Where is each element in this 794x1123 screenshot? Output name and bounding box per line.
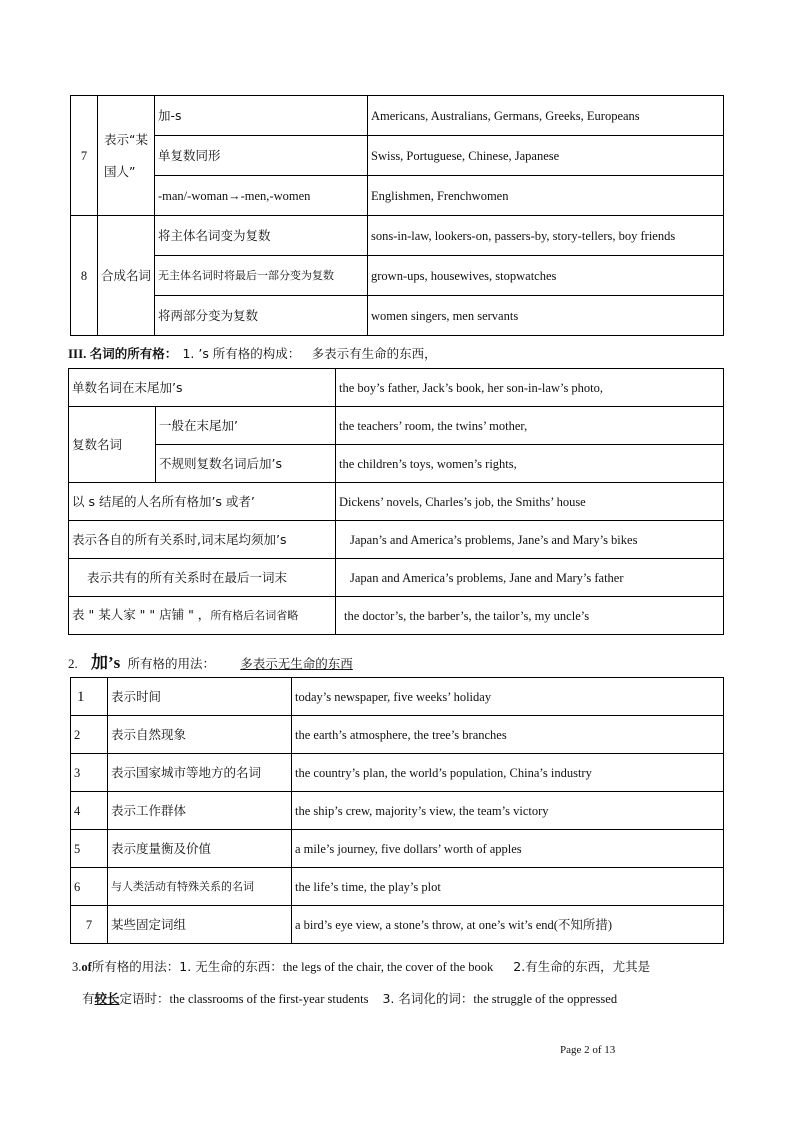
examples-cell: sons-in-law, lookers-on, passers-by, story-tellers, boy friends xyxy=(368,216,724,256)
rule-note: 所有格后名词省略 xyxy=(210,609,299,622)
rule-text: 3. 名词化的词： xyxy=(382,991,474,1006)
section-title: 加’s xyxy=(91,653,121,672)
examples-cell: the teachers’ room, the twins’ mother, xyxy=(336,407,724,445)
examples-cell: Swiss, Portuguese, Chinese, Japanese xyxy=(368,136,724,176)
of-keyword: of xyxy=(81,960,92,974)
examples-cell: Englishmen, Frenchwomen xyxy=(368,176,724,216)
example-text: the legs of the chair, the cover of the book xyxy=(282,960,494,974)
examples-cell: Dickens’ novels, Charles’s job, the Smiths’ house xyxy=(336,483,724,521)
examples-cell: Japan and America’s problems, Jane and Mary’s father xyxy=(336,559,724,597)
page-number: Page 2 of 13 xyxy=(560,1044,616,1056)
example-text: the classrooms of the first-year students xyxy=(169,992,369,1006)
table-row xyxy=(69,521,724,559)
paragraph-line-1 xyxy=(72,951,727,983)
examples-cell: the earth’s atmosphere, the tree’s branches xyxy=(292,716,724,754)
usage-cell: 表示时间 xyxy=(108,678,292,716)
section-note: 多表示有生命的东西， xyxy=(311,346,437,361)
examples-cell: the children’s toys, women’s rights, xyxy=(336,445,724,483)
examples-cell: the ship’s crew, majority’s view, the team’s victory xyxy=(292,792,724,830)
table-row xyxy=(71,96,724,136)
rule-cell: 单复数同形 xyxy=(155,136,368,176)
examples-cell: a bird’s eye view, a stone’s throw, at one’s wit’s end(不知所措) xyxy=(292,906,724,944)
row-number: 4 xyxy=(71,792,108,830)
table-row xyxy=(71,716,724,754)
row-number: 2 xyxy=(71,716,108,754)
example-text: the struggle of the oppressed xyxy=(473,992,618,1006)
rule-text: 所有格的用法：1. 无生命的东西： xyxy=(91,959,283,974)
row-number: 3 xyxy=(71,754,108,792)
section-note: 多表示无生命的东西 xyxy=(240,656,353,671)
table-row xyxy=(71,868,724,906)
row-number: 7 xyxy=(71,906,108,944)
rule-cell: -man/-woman→-men,-women xyxy=(155,176,368,216)
rule-cell: 单数名词在末尾加’s xyxy=(69,369,336,407)
usage-cell: 与人类活动有特殊关系的名词 xyxy=(108,868,292,906)
group-cell: 复数名词 xyxy=(69,407,156,483)
row-number: 5 xyxy=(71,830,108,868)
usage-cell: 表示工作群体 xyxy=(108,792,292,830)
rule-cell: 加-s xyxy=(155,96,368,136)
table-row xyxy=(69,597,724,635)
category-cell: 合成名词 xyxy=(98,216,155,336)
plural-nouns-table xyxy=(70,95,724,336)
table-row xyxy=(71,296,724,336)
category-cell: 表示“某国人” xyxy=(98,96,155,216)
rule-cell: 一般在末尾加’ xyxy=(156,407,336,445)
section-subtitle: 1. ’s 所有格的构成： xyxy=(182,346,301,361)
rule-text: 有 xyxy=(82,991,95,1006)
table-row xyxy=(71,176,724,216)
table-row xyxy=(69,483,724,521)
section-number: III. xyxy=(68,346,87,361)
table-row xyxy=(69,407,724,445)
rule-cell xyxy=(69,597,336,635)
examples-cell: the country’s plan, the world’s population, China’s industry xyxy=(292,754,724,792)
usage-cell: 表示自然现象 xyxy=(108,716,292,754)
rule-cell: 表示共有的所有关系时在最后一词末 xyxy=(69,559,336,597)
rule-cell: 无主体名词时将最后一部分变为复数 xyxy=(155,256,368,296)
examples-cell: Japan’s and America’s problems, Jane’s and Mary’s bikes xyxy=(336,521,724,559)
table-row xyxy=(71,830,724,868)
table-row xyxy=(69,369,724,407)
rule-cell: 将两部分变为复数 xyxy=(155,296,368,336)
table-row xyxy=(69,559,724,597)
section-title: 名词的所有格： xyxy=(89,346,178,361)
examples-cell: the boy’s father, Jack’s book, her son-in-law’s photo, xyxy=(336,369,724,407)
row-number: 7 xyxy=(71,96,98,216)
examples-cell: the doctor’s, the barber’s, the tailor’s, my uncle’s xyxy=(336,597,724,635)
table-row xyxy=(71,678,724,716)
rule-cell: 表示各自的所有关系时,词末尾均须加’s xyxy=(69,521,336,559)
examples-cell: women singers, men servants xyxy=(368,296,724,336)
section-heading xyxy=(68,648,353,673)
rule-cell: 将主体名词变为复数 xyxy=(155,216,368,256)
row-number: 1 xyxy=(71,678,108,716)
row-number: 8 xyxy=(71,216,98,336)
section-subtitle: 所有格的用法： xyxy=(127,656,216,671)
table-row xyxy=(71,256,724,296)
examples-cell: a mile’s journey, five dollars’ worth of apples xyxy=(292,830,724,868)
section-heading xyxy=(68,344,437,362)
item-number: 3. xyxy=(72,960,82,974)
table-row xyxy=(71,792,724,830)
table-row xyxy=(71,216,724,256)
usage-cell: 表示国家城市等地方的名词 xyxy=(108,754,292,792)
examples-cell: grown-ups, housewives, stopwatches xyxy=(368,256,724,296)
examples-cell: the life’s time, the play’s plot xyxy=(292,868,724,906)
section-number: 2. xyxy=(68,656,78,671)
table-row xyxy=(69,445,724,483)
table-row xyxy=(71,136,724,176)
examples-cell: Americans, Australians, Germans, Greeks, Europeans xyxy=(368,96,724,136)
usage-cell: 表示度量衡及价值 xyxy=(108,830,292,868)
rule-main: 表 " 某人家 " " 店铺 " ， xyxy=(72,607,211,622)
rule-text: 2.有生命的东西，尤其是 xyxy=(513,959,651,974)
row-number: 6 xyxy=(71,868,108,906)
possessive-usage-table xyxy=(70,677,724,944)
emphasis-text: 较长 xyxy=(94,991,120,1006)
rule-cell: 以 s 结尾的人名所有格加’s 或者’ xyxy=(69,483,336,521)
paragraph-line-2 xyxy=(72,983,727,1015)
usage-cell: 某些固定词组 xyxy=(108,906,292,944)
of-possessive-paragraph xyxy=(72,951,727,1015)
table-row xyxy=(71,906,724,944)
rule-text: 定语时： xyxy=(119,991,170,1006)
table-row xyxy=(71,754,724,792)
possessive-formation-table xyxy=(68,368,724,635)
rule-cell: 不规则复数名词后加’s xyxy=(156,445,336,483)
examples-cell: today’s newspaper, five weeks’ holiday xyxy=(292,678,724,716)
